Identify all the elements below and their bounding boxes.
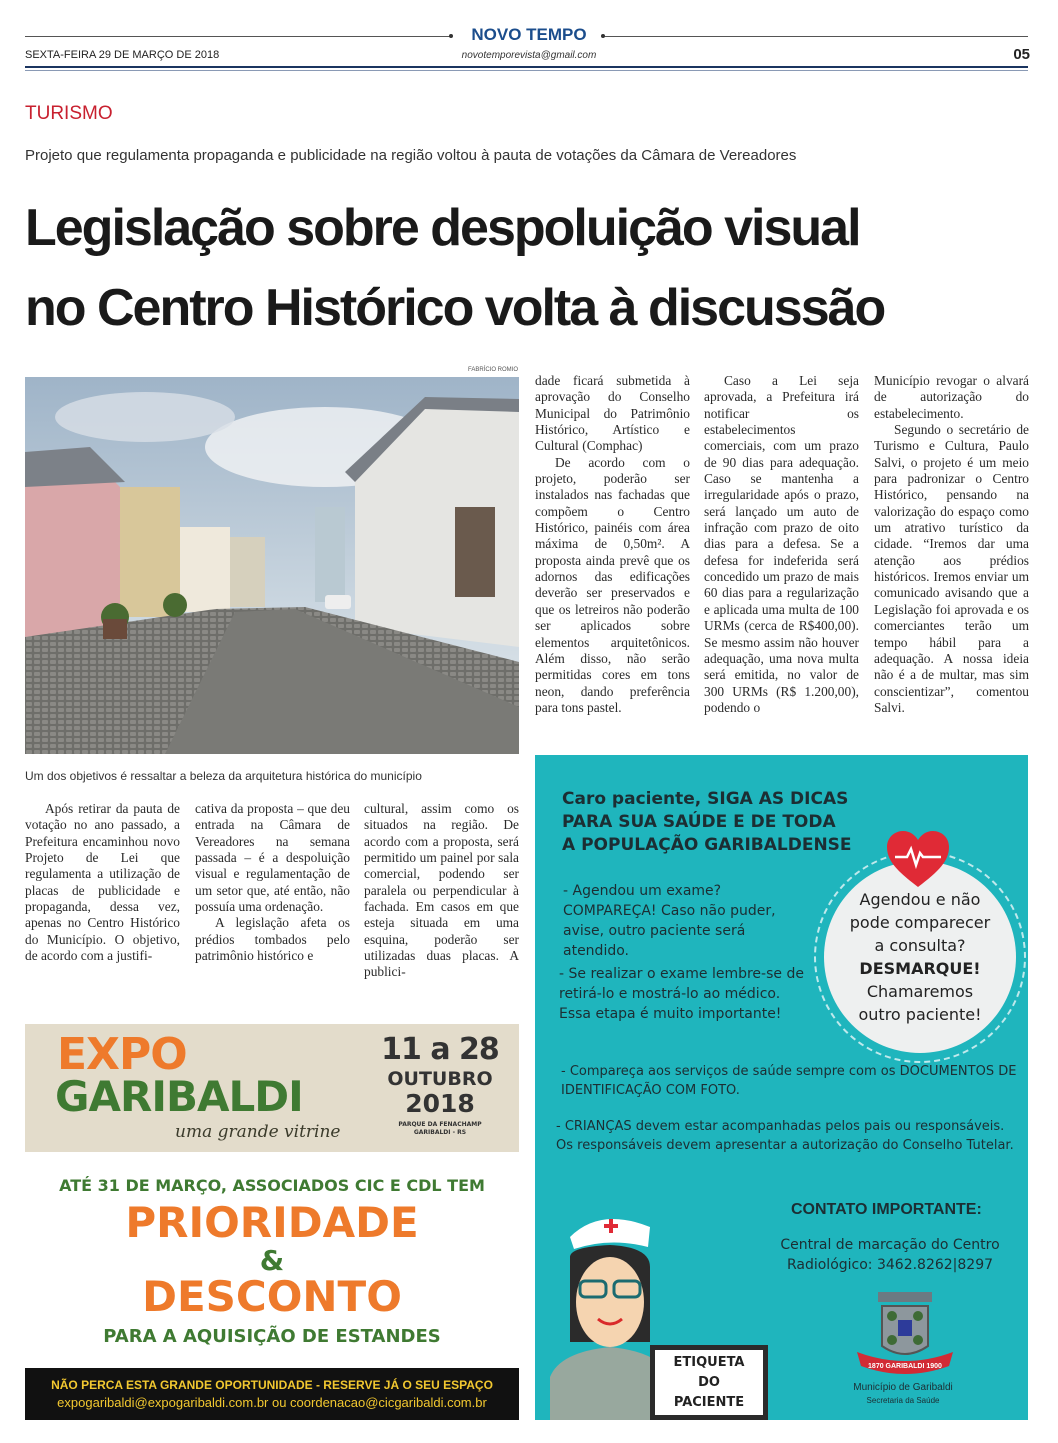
health-tip: - Se realizar o exame lembre-se de retirá-lo e mostrá-lo ao médico. Essa etapa é muito importante! (559, 966, 804, 1022)
health-title-line: PARA SUA SAÚDE E DE TODA (562, 812, 836, 832)
paragraph: cultural, assim como os situados na região. De acordo com a proposta, será permitido um painel por sala comercial, podendo ser paralela ou perpendicular à fachada. Em casos em que esteja situada em uma esquina, poderão ser utilizadas duas placas. A publici- (364, 801, 519, 980)
expo-sub: PARA A AQUISIÇÃO DE ESTANDES (103, 1326, 441, 1347)
expo-footer-cta: NÃO PERCA ESTA GRANDE OPORTUNIDADE - RESERVE JÁ O SEU ESPAÇO (51, 1378, 493, 1392)
section-label: TURISMO (25, 103, 113, 124)
paragraph: Município revogar o alvará de autorização do estabelecimento. (874, 373, 1029, 421)
paragraph: dade ficará submetida à aprovação do Conselho Municipal do Patrimônio Histórico, Artístico e Cultural (Comphac) (535, 373, 690, 454)
expo-garibaldi-ad (25, 1024, 519, 1420)
health-ad (535, 755, 1028, 1420)
expo-footer (25, 1368, 519, 1420)
expo-month: OUTUBRO (387, 1068, 493, 1090)
reminder-circle (824, 861, 1016, 1053)
sign-text: PACIENTE (673, 1395, 745, 1410)
article-column (874, 373, 1029, 716)
article-column (535, 373, 690, 716)
circle-text: Agendou e não (859, 890, 981, 909)
expo-logo-top: EXPO (57, 1029, 187, 1080)
header-divider (25, 70, 1028, 71)
article-column (25, 801, 180, 964)
article-photo (25, 377, 519, 754)
expo-ampersand: & (259, 1244, 285, 1277)
headline-line: Legislação sobre despoluição visual (25, 199, 860, 257)
headline-line: no Centro Histórico volta à discussão (25, 279, 885, 337)
health-tip: - Agendou um exame? COMPAREÇA! Caso não puder, avise, outro paciente será atendido. (563, 883, 776, 959)
circle-text: Chamaremos (866, 982, 974, 1001)
expo-banner (25, 1024, 519, 1152)
paragraph: A legislação afeta os prédios tombados pelo patrimônio histórico e (195, 915, 350, 964)
expo-tagline: uma grande vitrine (175, 1122, 341, 1142)
masthead: NOVO TEMPO (471, 25, 587, 44)
health-title-line: A POPULAÇÃO GARIBALDENSE (562, 835, 852, 855)
expo-year: 2018 (405, 1089, 475, 1118)
health-tip: - CRIANÇAS devem estar acompanhadas pelos pais ou responsáveis. Os responsáveis devem apresentar a autorização do Conselho Tutelar. (556, 1119, 1014, 1153)
circle-text: outro paciente! (858, 1005, 982, 1024)
sign-text: ETIQUETA (673, 1355, 745, 1370)
contact-info (765, 1235, 1015, 1275)
page-number: 05 (1013, 46, 1030, 63)
paragraph: Após retirar da pauta de votação no ano passado, a Prefeitura encaminhou novo Projeto de Lei que regulamenta a utilização de placas de publicidade e propaganda, dessa vez, apenas no Centro Histórico do Município. O objetivo, de acordo com a justifi- (25, 801, 180, 964)
article-column (704, 373, 859, 716)
photo-credit: FABRÍCIO ROMIO (467, 367, 518, 373)
issue-date: SEXTA-FEIRA 29 DE MARÇO DE 2018 (25, 49, 220, 61)
expo-discount: DESCONTO (142, 1272, 402, 1321)
expo-venue-city: GARIBALDI - RS (413, 1129, 467, 1136)
contact-title: CONTATO IMPORTANTE: (791, 1201, 982, 1218)
expo-priority: PRIORIDADE (125, 1198, 419, 1247)
article-column (195, 801, 350, 964)
health-tip: - Compareça aos serviços de saúde sempre com os DOCUMENTOS DE IDENTIFICAÇÃO COM FOTO. (561, 1064, 1017, 1098)
photo-caption: Um dos objetivos é ressaltar a beleza da arquitetura histórica do município (25, 769, 422, 783)
paragraph: Segundo o secretário de Turismo e Cultura, Paulo Salvi, o projeto é um meio para padronizar o Centro Histórico, pensando na valorização do espaço como um atrativo turístico da cidade. “Iremos dar uma atenção aos prédios históricos. Iremos enviar um comunicado avisando que a Legislação foi aprovada e os comerciantes terão um tempo hábil para a adequação. A nossa ideia não é a de multar, mas sim conscientizar”, comentou Salvi. (874, 422, 1029, 715)
org-name: Município de Garibaldi (853, 1382, 953, 1393)
health-title-line: Caro paciente, SIGA AS DICAS (562, 789, 849, 809)
crest-ribbon-text: 1870 GARIBALDI 1900 (868, 1363, 942, 1370)
expo-footer-emails[interactable]: expogaribaldi@expogaribaldi.com.br ou coordenacao@cicgaribaldi.com.br (57, 1395, 487, 1410)
expo-logo-bottom: GARIBALDI (55, 1072, 303, 1121)
header-divider (25, 66, 1028, 68)
contact-line: Central de marcação do Centro (780, 1237, 1000, 1253)
expo-dates (365, 1032, 515, 1137)
patient-label-sign (650, 1345, 768, 1420)
expo-lead: ATÉ 31 DE MARÇO, ASSOCIADOS CIC E CDL TEM (59, 1176, 485, 1195)
sign-text: DO (698, 1375, 720, 1390)
circle-text-emphasis: DESMARQUE! (859, 959, 981, 978)
expo-date-range: 11 a 28 (381, 1032, 499, 1067)
paragraph: De acordo com o projeto, poderão ser instalados nas fachadas que compõem o Centro Histórico, painéis com área máxima de 0,50m². A proposta ainda prevê que os adornos das edificações deverão ser preservados e que os letreiros não poderão ser aplicados sobre elementos arquitetônicos. Além disso, não serão permitidas cores em tons neon, dando preferência para tons pastel. (535, 454, 690, 715)
circle-text: pode comparecer (849, 913, 991, 932)
expo-venue: PARQUE DA FENACHAMP (398, 1121, 482, 1128)
paragraph: Caso a Lei seja aprovada, a Prefeitura irá notificar os estabelecimentos comerciais, com um prazo de 90 dias para adequação. Caso se mantenha a irregularidade após o prazo, será lançado um auto de infração com prazo de oito dias para a defesa. Se a defesa for indeferida será concedido um prazo de mais 60 dias para a regularização e aplicada uma multa de 100 URMs (cerca de R$400,00). Se mesmo assim não houver adequação, uma nova multa será emitida, no valor de 300 URMs (R$ 1.200,00), podendo o (704, 373, 859, 715)
article-headline (25, 188, 1028, 348)
health-org (823, 1381, 983, 1407)
paragraph: cativa da proposta – que deu entrada na Câmara de Vereadores na semana passada – é a despoluição visual e regulamentação de um setor que, até então, não possuía uma ordenação. (195, 801, 350, 915)
contact-email: novotemporevista@gmail.com (461, 50, 597, 61)
article-subtitle: Projeto que regulamenta propaganda e publicidade na região voltou à pauta de votações da Câmara de Vereadores (25, 147, 797, 164)
org-department: Secretaria da Saúde (866, 1396, 940, 1405)
circle-text: a consulta? (874, 936, 966, 955)
article-column (364, 801, 519, 981)
municipal-crest-icon (855, 1290, 955, 1378)
contact-phone: Radiológico: 3462.8262|8297 (786, 1257, 994, 1273)
health-title (562, 788, 852, 857)
heartbeat-heart-icon (887, 831, 949, 889)
